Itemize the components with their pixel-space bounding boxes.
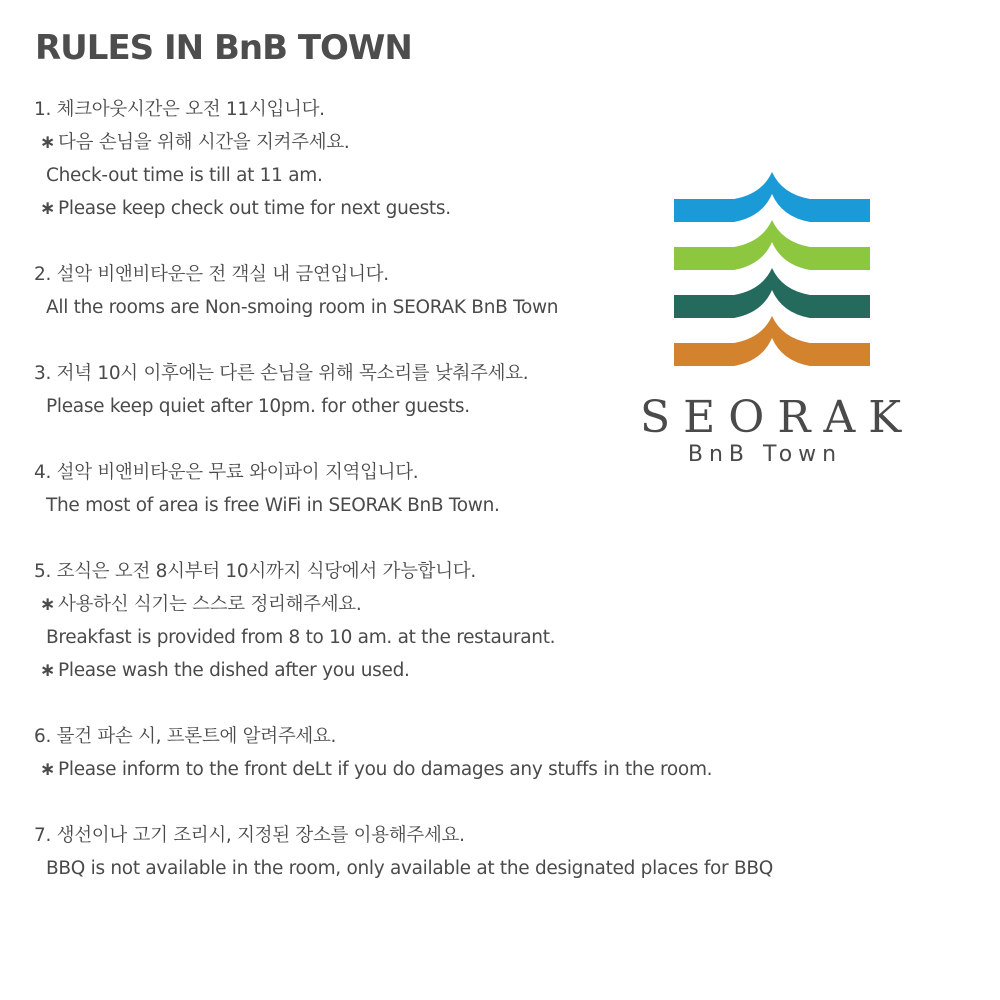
- rule-line: 1. 체크아웃시간은 오전 11시입니다.: [34, 99, 325, 120]
- rule-7: [34, 819, 834, 885]
- rule-line: Breakfast is provided from 8 to 10 am. at the restaurant.: [46, 627, 556, 648]
- rule-line: All the rooms are Non-smoing room in SEORAK BnB Town: [46, 297, 559, 318]
- rule-line: BBQ is not available in the room, only available at the designated places for BBQ: [46, 858, 773, 879]
- logo-stripe-teal: [674, 268, 870, 318]
- rule-line: 7. 생선이나 고기 조리시, 지정된 장소를 이용해주세요.: [34, 825, 465, 846]
- rule-6: [34, 720, 834, 786]
- page-title: RULES IN BnB TOWN: [35, 28, 412, 68]
- logo-subtitle: BnB Town: [687, 442, 843, 467]
- rule-line: 2. 설악 비앤비타운은 전 객실 내 금연입니다.: [34, 264, 389, 285]
- rule-5: [34, 555, 834, 687]
- logo-stripes-icon: [674, 172, 870, 368]
- rule-line: 4. 설악 비앤비타운은 무료 와이파이 지역입니다.: [34, 462, 419, 483]
- logo-stripe-orange: [674, 316, 870, 366]
- rule-line: ∗ 다음 손님을 위해 시간을 지켜주세요.: [34, 126, 834, 159]
- seorak-logo: [640, 172, 915, 472]
- rule-line: The most of area is free WiFi in SEORAK BnB Town.: [46, 495, 500, 516]
- logo-name: SEORAK: [640, 392, 915, 443]
- rule-line: 3. 저녁 10시 이후에는 다른 손님을 위해 목소리를 낮춰주세요.: [34, 363, 529, 384]
- rule-line: ∗ 사용하신 식기는 스스로 정리해주세요.: [34, 588, 834, 621]
- rule-line: Please keep quiet after 10pm. for other guests.: [46, 396, 470, 417]
- rule-line: 5. 조식은 오전 8시부터 10시까지 식당에서 가능합니다.: [34, 561, 476, 582]
- rule-line: ∗ Please wash the dished after you used.: [34, 654, 834, 687]
- logo-stripe-green: [674, 220, 870, 270]
- logo-stripe-blue: [674, 172, 870, 222]
- rule-line: ∗ Please keep check out time for next guests.: [34, 192, 834, 225]
- rule-line: 6. 물건 파손 시, 프론트에 알려주세요.: [34, 726, 337, 747]
- rule-line: Check-out time is till at 11 am.: [46, 165, 323, 186]
- rule-line: ∗ Please inform to the front deLt if you do damages any stuffs in the room.: [34, 753, 834, 786]
